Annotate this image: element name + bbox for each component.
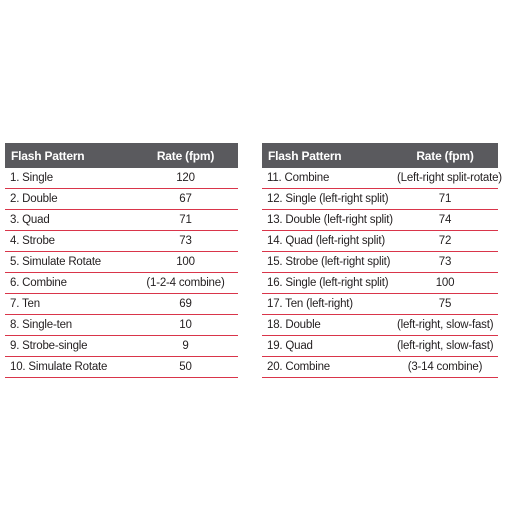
flash-pattern-cell: 15. Strobe (left-right split) — [262, 252, 392, 273]
table-row — [262, 357, 498, 378]
flash-pattern-cell: 2. Double — [5, 189, 133, 210]
table-row — [5, 294, 238, 315]
rate-cell: 74 — [392, 210, 498, 231]
rate-cell: (left-right, slow-fast) — [392, 315, 498, 336]
rate-cell: (Left-right split-rotate) — [392, 168, 498, 189]
header-rate: Rate (fpm) — [133, 143, 238, 168]
rate-cell: 71 — [392, 189, 498, 210]
table-row — [262, 210, 498, 231]
flash-pattern-cell: 5. Simulate Rotate — [5, 252, 133, 273]
rate-cell: 67 — [133, 189, 238, 210]
rate-cell: 73 — [392, 252, 498, 273]
table-row — [262, 168, 498, 189]
flash-pattern-cell: 17. Ten (left-right) — [262, 294, 392, 315]
flash-pattern-cell: 14. Quad (left-right split) — [262, 231, 392, 252]
rate-cell: (1-2-4 combine) — [133, 273, 238, 294]
rate-cell: 71 — [133, 210, 238, 231]
flash-pattern-cell: 4. Strobe — [5, 231, 133, 252]
table-row — [5, 357, 238, 378]
table-row — [5, 189, 238, 210]
rate-cell: 10 — [133, 315, 238, 336]
rate-cell: 120 — [133, 168, 238, 189]
rate-cell: 9 — [133, 336, 238, 357]
rate-cell: 73 — [133, 231, 238, 252]
table-row — [5, 252, 238, 273]
table-row — [262, 189, 498, 210]
rate-cell: (3-14 combine) — [392, 357, 498, 378]
table-header-row — [262, 143, 498, 168]
flash-pattern-cell: 8. Single-ten — [5, 315, 133, 336]
header-flash-pattern: Flash Pattern — [5, 143, 133, 168]
table-row — [5, 210, 238, 231]
rate-cell: 100 — [133, 252, 238, 273]
table-row — [5, 273, 238, 294]
table-body-right — [262, 168, 502, 378]
table-row — [262, 294, 498, 315]
header-rate: Rate (fpm) — [392, 143, 498, 168]
flash-pattern-cell: 3. Quad — [5, 210, 133, 231]
flash-pattern-cell: 13. Double (left-right split) — [262, 210, 392, 231]
flash-pattern-cell: 1. Single — [5, 168, 133, 189]
flash-pattern-cell: 20. Combine — [262, 357, 392, 378]
flash-pattern-cell: 7. Ten — [5, 294, 133, 315]
flash-pattern-cell: 9. Strobe-single — [5, 336, 133, 357]
table-row — [262, 252, 498, 273]
rate-cell: 50 — [133, 357, 238, 378]
table-row — [262, 315, 498, 336]
flash-pattern-cell: 19. Quad — [262, 336, 392, 357]
rate-cell: 72 — [392, 231, 498, 252]
table-row — [262, 336, 498, 357]
flash-pattern-table-left — [5, 143, 238, 378]
rate-cell: (left-right, slow-fast) — [392, 336, 498, 357]
rate-cell: 100 — [392, 273, 498, 294]
table-row — [5, 315, 238, 336]
flash-pattern-cell: 18. Double — [262, 315, 392, 336]
flash-pattern-cell: 16. Single (left-right split) — [262, 273, 392, 294]
rate-cell: 75 — [392, 294, 498, 315]
table-body-left — [5, 168, 238, 378]
table-header-row — [5, 143, 238, 168]
flash-pattern-cell: 10. Simulate Rotate — [5, 357, 133, 378]
table-row — [262, 273, 498, 294]
flash-pattern-cell: 12. Single (left-right split) — [262, 189, 392, 210]
rate-cell: 69 — [133, 294, 238, 315]
table-row — [5, 231, 238, 252]
table-row — [5, 336, 238, 357]
header-flash-pattern: Flash Pattern — [262, 143, 392, 168]
flash-pattern-tables — [5, 143, 502, 378]
table-row — [5, 168, 238, 189]
flash-pattern-cell: 6. Combine — [5, 273, 133, 294]
table-row — [262, 231, 498, 252]
flash-pattern-cell: 11. Combine — [262, 168, 392, 189]
flash-pattern-table-right — [262, 143, 502, 378]
